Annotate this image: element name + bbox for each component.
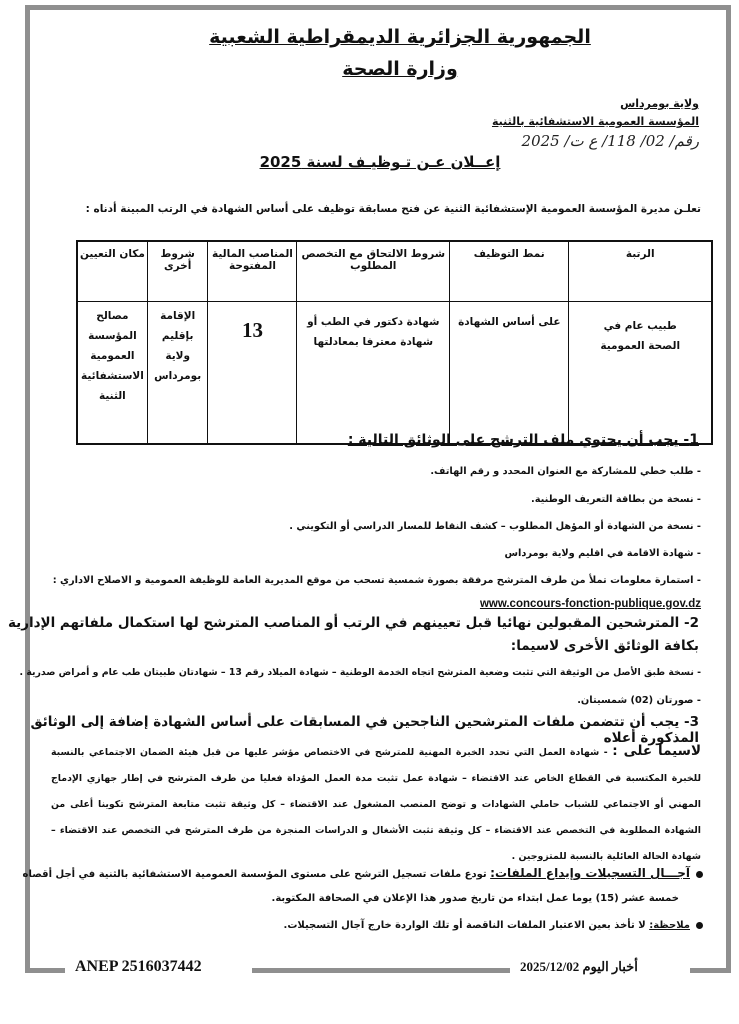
doc-list-item: - نسخة من الشهادة أو المؤهل المطلوب – كشف النقاط للمسار الدراسي أو التكويني . [289, 521, 701, 532]
section-1-title-text: 1- يجب أن يحتوي ملف الترشح على الوثائق التالية : [347, 432, 699, 448]
column-header-conditions: شروط الالتحاق مع التخصص المطلوب [297, 241, 450, 302]
bullet-icon [696, 922, 703, 929]
section-3-body [51, 738, 701, 870]
table-row [77, 302, 712, 445]
wilaya-label: ولاية بومرداس [620, 97, 699, 110]
section-1-title [348, 432, 699, 448]
bullet-icon [696, 871, 703, 878]
column-header-rank: الرتبة [569, 241, 712, 302]
establishment-label: المؤسسة العمومية الاستشفائية بالثنية [491, 115, 699, 128]
cell-positions: 13 [208, 302, 297, 445]
republic-heading: الجمهورية الجزائرية الديمقراطية الشعبية [209, 26, 591, 48]
cell-location: مصالح المؤسسة العمومية الاستشفائية الثنية [77, 302, 147, 445]
doc-list-item: - نسخة من بطاقة التعريف الوطنية. [531, 494, 701, 505]
note-text: لا تأخذ بعين الاعتبار الملفات الناقصة أو تلك الواردة خارج آجال التسجيلات. [283, 920, 646, 931]
column-header-mode: نمط التوظيف [450, 241, 569, 302]
registration-website-link[interactable]: www.concours-fonction-publique.gov.dz [479, 598, 701, 610]
section-2-title: 2- المترشحين المقبولين نهائيا قبل تعيينهم في الرتب أو المناصب المترشح لها استكمال ملفاتهم الإدارية [7, 615, 699, 631]
frame-border-bottom [25, 968, 65, 973]
doc-list-item: - طلب خطي للمشاركة مع العنوان المحدد و رقم الهاتف. [430, 466, 701, 477]
section-3-lead: لاسيما على : [612, 743, 701, 759]
column-header-location: مكان التعيين [77, 241, 147, 302]
note-bullet [284, 920, 703, 931]
cell-conditions: شهادة دكتور في الطب أو شهادة معترفا بمعادلتها [297, 302, 450, 445]
doc-list-item: - استمارة معلومات تملأ من طرف المترشح مرفقة بصورة شمسية تسحب من موقع المديرية العامة للوظيفة العمومية و الاصلاح الاداري : [52, 575, 701, 586]
publication-date: 2025/12/02 [520, 959, 580, 974]
announcement-intro: تعلـن مديرة المؤسسة العمومية الإستشفائية الثنية عن فتح مسابقة توظيف على أساس الشهادة في الرتب المبينة أدناه : [85, 203, 701, 215]
section-2-item: - نسخة طبق الأصل من الوثيقة التي تثبت وضعية المترشح اتجاه الخدمة الوطنية – شهادة الميلاد رقم 13 – شهادتان طبيتان طب عام و أمراض صدرية . [19, 667, 701, 678]
frame-border-left [25, 5, 30, 973]
anep-reference: ANEP 2516037442 [75, 958, 202, 975]
cell-rank: طبيب عام في الصحة العمومية [569, 302, 712, 445]
cell-mode: على أساس الشهادة [450, 302, 569, 445]
table-header-row [77, 241, 712, 302]
section-3-text: - شهادة العمل التي تحدد الخبرة المهنية للمترشح في الاختصاص مؤشر عليها من قبل هيئة الضمان الاجتماعي بالنسبة للخبرة المكتسبة في القطاع الخاص عند الاقتضاء – شهادة عمل تثبت مدة العمل المؤداة فعليا من طرف المترشح في إطار جهازي الإدماج المهني أو الاجتماعي للشباب حاملي الشهادات و توضح المنصب المشغول عند الاقتضاء – كل وثيقة تثبت متابعة المترشح تكوينا أعلى من الشهادة المطلوبة في التخصص عند الاقتضاء – كل وثيقة تثبت الأشغال و الدراسات المنجزة من طرف المترشح في التخصص عند الاقتضاء – شهادة الحالة العائلية بالنسبة للمتزوجين . [51, 747, 701, 862]
note-label: ملاحظة: [649, 920, 690, 931]
cell-other: الإقامة بإقليم ولاية بومرداس [147, 302, 208, 445]
deadline-label: آجـــال التسجيلات وإيداع الملفات: [490, 866, 690, 880]
column-header-positions: المناصب المالية المفتوحة [208, 241, 297, 302]
deadline-text-continued: خمسة عشر (15) يوما عمل ابتداء من تاريخ صدور هذا الإعلان في الصحافة المكتوبة. [271, 893, 679, 904]
section-2-item: - صورتان (02) شمسيتان. [577, 695, 701, 706]
positions-table [76, 240, 713, 445]
section-2-subtitle: بكافة الوثائق الأخرى لاسيما: [510, 638, 699, 654]
newspaper-credit [520, 959, 638, 975]
column-header-other: شروط أخرى [147, 241, 208, 302]
frame-border-right [726, 5, 731, 973]
section-3-title: 3- يجب أن تتضمن ملفات المترشحين الناجحين في المسابقات على أساس الشهادة إضافة إلى الوثائق المذكورة أعلاه [30, 714, 699, 746]
announcement-title: إعــلان عـن تـوظيـف لسنة 2025 [259, 153, 501, 171]
deadline-bullet [23, 866, 703, 880]
newspaper-name: أخبار اليوم [582, 959, 638, 974]
ministry-heading: وزارة الصحة [342, 58, 458, 80]
deadline-text: تودع ملفات تسجيل الترشح على مستوى المؤسسة العمومية الاستشفائية بالثنية في أجل أقصاه [22, 869, 487, 880]
frame-border-top [25, 5, 731, 10]
frame-border-bottom [252, 968, 510, 973]
doc-list-item: - شهادة الاقامة في اقليم ولاية بومرداس [504, 548, 701, 559]
frame-border-bottom [690, 968, 731, 973]
reference-number: رقم/ 02/ 118/ ع ت/ 2025 [521, 132, 699, 150]
